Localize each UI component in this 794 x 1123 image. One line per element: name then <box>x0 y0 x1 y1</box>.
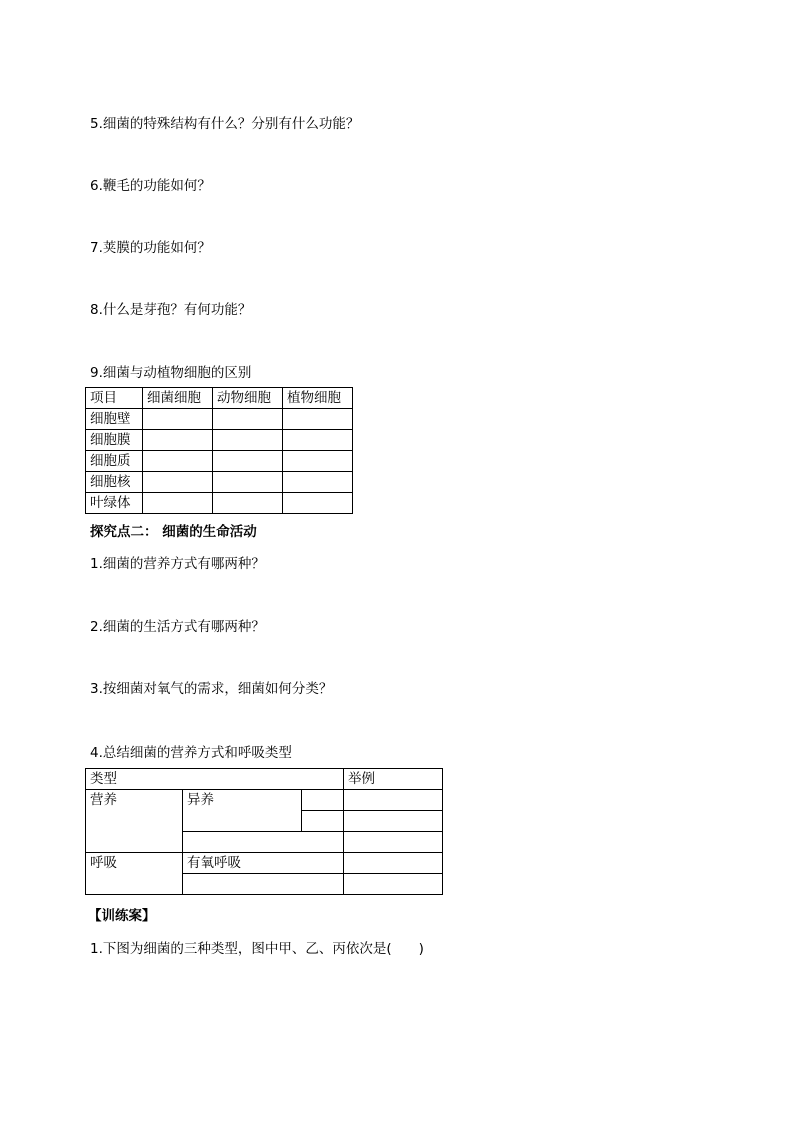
nutrition-label: 营养 <box>86 790 183 853</box>
table-header-row <box>86 388 353 409</box>
answer-cell[interactable] <box>283 430 353 451</box>
answer-cell[interactable] <box>143 472 213 493</box>
answer-cell[interactable] <box>213 409 283 430</box>
answer-cell[interactable] <box>213 493 283 514</box>
answer-cell[interactable] <box>213 430 283 451</box>
answer-cell[interactable] <box>344 874 443 895</box>
question-7: 7.荚膜的功能如何？ <box>90 240 211 256</box>
row-label: 叶绿体 <box>86 493 143 514</box>
section-2-title: 探究点二： 细菌的生命活动 <box>90 524 257 540</box>
training-title: 【训练案】 <box>88 908 156 924</box>
answer-cell[interactable] <box>213 472 283 493</box>
answer-cell[interactable] <box>143 430 213 451</box>
answer-cell[interactable] <box>213 451 283 472</box>
section-2-question-4: 4.总结细菌的营养方式和呼吸类型 <box>90 745 292 761</box>
question-8: 8.什么是芽孢？有何功能？ <box>90 302 252 318</box>
row-label: 细胞质 <box>86 451 143 472</box>
answer-cell[interactable] <box>143 451 213 472</box>
table-row <box>86 409 353 430</box>
header-cell: 植物细胞 <box>283 388 353 409</box>
question-9: 9.细菌与动植物细胞的区别 <box>90 365 252 381</box>
answer-cell[interactable] <box>143 409 213 430</box>
header-cell: 细菌细胞 <box>143 388 213 409</box>
training-question-1: 1.下图为细菌的三种类型，图中甲、乙、丙依次是( ) <box>90 941 424 957</box>
answer-cell[interactable] <box>344 811 443 832</box>
row-label: 细胞核 <box>86 472 143 493</box>
table-row <box>86 430 353 451</box>
header-cell: 动物细胞 <box>213 388 283 409</box>
answer-cell[interactable] <box>302 790 344 811</box>
header-cell: 项目 <box>86 388 143 409</box>
row-label: 细胞膜 <box>86 430 143 451</box>
table-row <box>86 790 443 811</box>
answer-cell[interactable] <box>183 874 344 895</box>
answer-cell[interactable] <box>344 790 443 811</box>
answer-cell[interactable] <box>283 451 353 472</box>
answer-cell[interactable] <box>283 472 353 493</box>
answer-cell[interactable] <box>283 409 353 430</box>
nutrition-respiration-table <box>85 768 443 895</box>
aerobic-label: 有氧呼吸 <box>183 853 344 874</box>
answer-cell[interactable] <box>143 493 213 514</box>
table-row <box>86 451 353 472</box>
answer-cell[interactable] <box>302 811 344 832</box>
comparison-table <box>85 387 353 514</box>
table-header-row <box>86 769 443 790</box>
table-row <box>86 853 443 874</box>
header-type: 类型 <box>86 769 344 790</box>
question-6: 6.鞭毛的功能如何？ <box>90 178 211 194</box>
question-5: 5.细菌的特殊结构有什么？分别有什么功能？ <box>90 116 360 132</box>
section-2-question-3: 3.按细菌对氧气的需求，细菌如何分类？ <box>90 681 333 697</box>
answer-cell[interactable] <box>183 832 344 853</box>
heterotroph-label: 异养 <box>183 790 302 832</box>
respiration-label: 呼吸 <box>86 853 183 895</box>
row-label: 细胞壁 <box>86 409 143 430</box>
section-2-question-1: 1.细菌的营养方式有哪两种？ <box>90 556 265 572</box>
header-example: 举例 <box>344 769 443 790</box>
answer-cell[interactable] <box>344 853 443 874</box>
answer-cell[interactable] <box>283 493 353 514</box>
table-row <box>86 493 353 514</box>
section-2-question-2: 2.细菌的生活方式有哪两种？ <box>90 619 265 635</box>
table-row <box>86 472 353 493</box>
answer-cell[interactable] <box>344 832 443 853</box>
